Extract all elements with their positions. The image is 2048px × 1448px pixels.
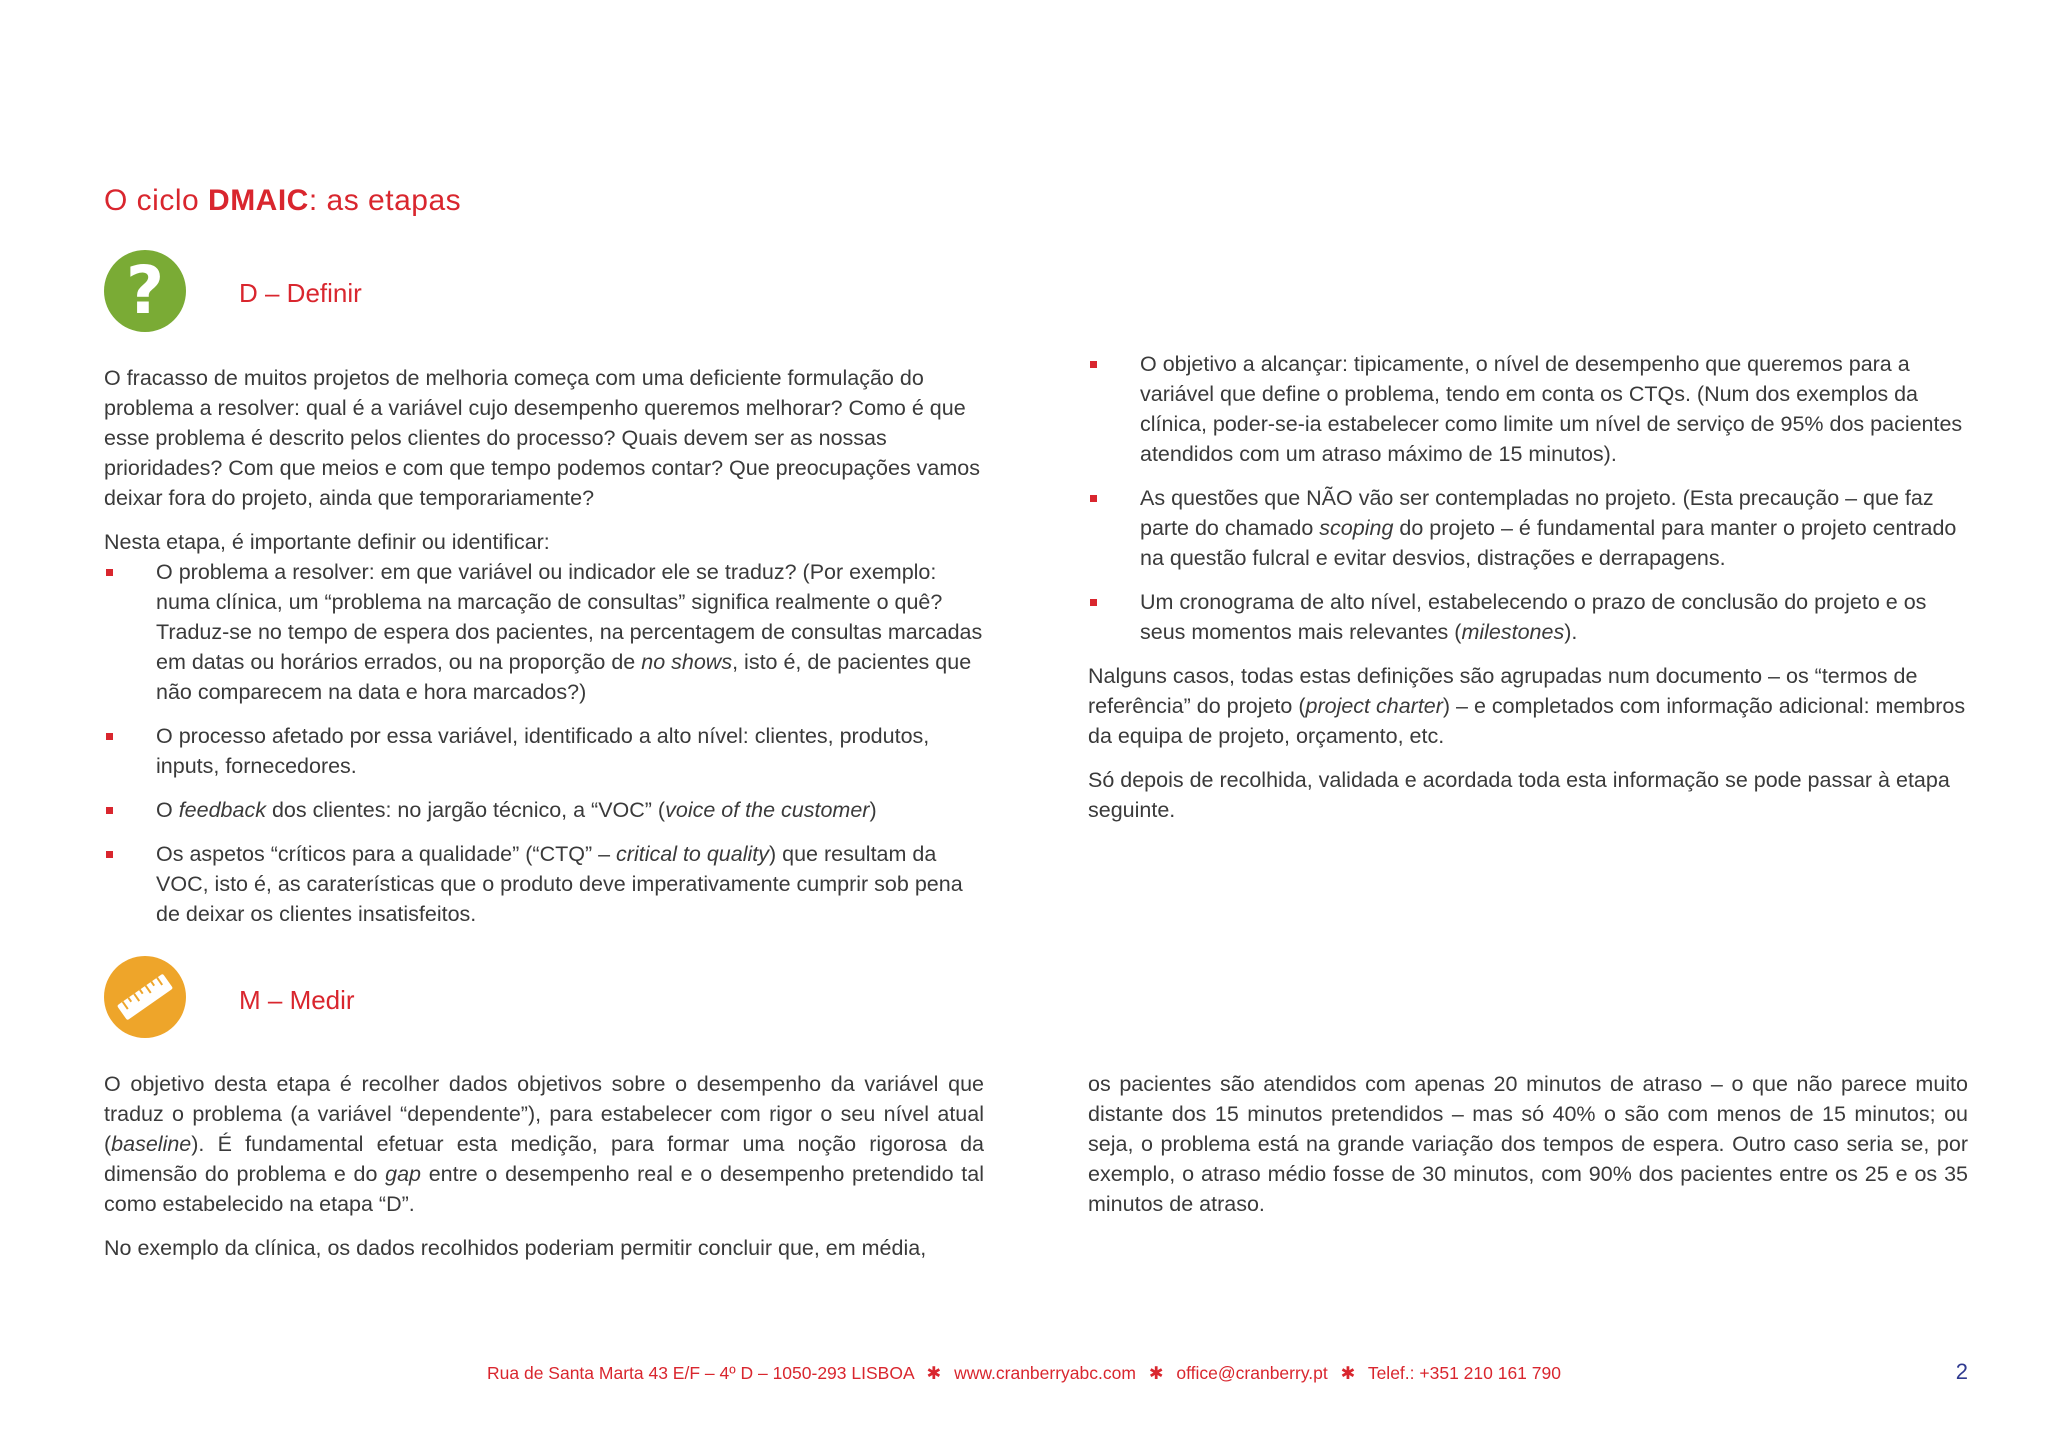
bullet-icon xyxy=(106,851,113,858)
list-item: O processo afetado por essa variável, identificado a alto nível: clientes, produtos, inputs, fornecedores. xyxy=(104,721,984,781)
page-title: O ciclo DMAIC: as etapas xyxy=(104,184,462,217)
define-lead: Nesta etapa, é importante definir ou identificar: xyxy=(104,530,550,554)
list-item: O objetivo a alcançar: tipicamente, o nível de desempenho que queremos para a variável que define o problema, tendo em conta os CTQs. (Num dos exemplos da clínica, poder-se-ia estabelecer como limite um nível de serviço de 95% dos pacientes atendidos com um atraso máximo de 15 minutos). xyxy=(1088,349,1968,469)
define-list-left xyxy=(104,557,984,929)
bullet-icon xyxy=(106,569,113,576)
section-heading-measure: M – Medir xyxy=(239,985,355,1015)
bullet-icon xyxy=(106,807,113,814)
list-item: As questões que NÃO vão ser contempladas no projeto. (Esta precaução – que faz parte do chamado scoping do projeto – é fundamental para manter o projeto centrado na questão fulcral e evitar desvios, distrações e derrapagens. xyxy=(1088,483,1968,573)
footer-phone: Telef.: +351 210 161 790 xyxy=(1367,1363,1561,1383)
footer-address: Rua de Santa Marta 43 E/F – 4º D – 1050-293 LISBOA xyxy=(487,1363,914,1383)
define-closing: Só depois de recolhida, validada e acordada toda esta informação se pode passar à etapa seguinte. xyxy=(1088,768,1950,822)
list-item: O problema a resolver: em que variável ou indicador ele se traduz? (Por exemplo: numa clínica, um “problema na marcação de consultas” significa realmente o quê? Traduz-se no tempo de espera dos pacientes, na percentagem de consultas marcadas em datas ou horários errados, ou na proporção de no shows, isto é, de pacientes que não comparecem na data e hora marcados?) xyxy=(104,557,984,707)
footer xyxy=(0,1363,2048,1384)
measure-paragraph-1: O objetivo desta etapa é recolher dados objetivos sobre o desempenho da variável que traduz o problema (a variável “dependente”), para estabelecer com rigor o seu nível atual (baseline). É fundamental efetuar esta medição, para formar uma noção rigorosa da dimensão do problema e do gap entre o desempenho real e o desempenho pretendido tal como estabelecido na etapa “D”. xyxy=(104,1072,984,1216)
bullet-icon xyxy=(106,733,113,740)
bullet-icon xyxy=(1090,495,1097,502)
asterisk-icon: ✱ xyxy=(1340,1363,1356,1383)
footer-email[interactable]: office@cranberry.pt xyxy=(1176,1363,1328,1383)
list-item: Os aspetos “críticos para a qualidade” (“CTQ” – critical to quality) que resultam da VOC, isto é, as caraterísticas que o produto deve imperativamente cumprir sob pena de deixar os clientes insatisfeitos. xyxy=(104,839,984,929)
footer-website[interactable]: www.cranberryabc.com xyxy=(954,1363,1136,1383)
measure-right-column xyxy=(1088,1069,1968,1233)
list-item: O feedback dos clientes: no jargão técnico, a “VOC” (voice of the customer) xyxy=(104,795,984,825)
define-list-right xyxy=(1088,349,1968,647)
page-number: 2 xyxy=(1955,1359,1968,1384)
list-item: Um cronograma de alto nível, estabelecendo o prazo de conclusão do projeto e os seus momentos mais relevantes (milestones). xyxy=(1088,587,1968,647)
define-left-column xyxy=(104,363,984,943)
define-charter: Nalguns casos, todas estas definições são agrupadas num documento – os “termos de referência” do projeto (project charter) – e completados com informação adicional: membros da equipa de projeto, orçamento, etc. xyxy=(1088,664,1966,748)
question-mark-icon: ? xyxy=(104,250,186,332)
section-heading-define: D – Definir xyxy=(239,278,362,308)
bullet-icon xyxy=(1090,361,1097,368)
ruler-icon xyxy=(104,956,186,1038)
asterisk-icon: ✱ xyxy=(926,1363,942,1383)
asterisk-icon: ✱ xyxy=(1148,1363,1164,1383)
define-intro: O fracasso de muitos projetos de melhoria começa com uma deficiente formulação do problema a resolver: qual é a variável cujo desempenho queremos melhorar? Como é que esse problema é descrito pelos clientes do processo? Quais devem ser as nossas prioridades? Com que meios e com que tempo podemos contar? Que preocupações vamos deixar fora do projeto, ainda que temporariamente? xyxy=(104,366,981,510)
measure-paragraph-2: No exemplo da clínica, os dados recolhidos poderiam permitir concluir que, em média, xyxy=(104,1236,927,1260)
bullet-icon xyxy=(1090,599,1097,606)
measure-paragraph-3: os pacientes são atendidos com apenas 20 minutos de atraso – o que não parece muito distante dos 15 minutos pretendidos – mas só 40% o são com menos de 15 minutos; ou seja, o problema está na grande variação dos tempos de espera. Outro caso seria se, por exemplo, o atraso médio fosse de 30 minutos, com 90% dos pacientes entre os 25 e os 35 minutos de atraso. xyxy=(1088,1072,1968,1216)
define-right-column xyxy=(1088,349,1968,839)
measure-left-column xyxy=(104,1069,984,1277)
